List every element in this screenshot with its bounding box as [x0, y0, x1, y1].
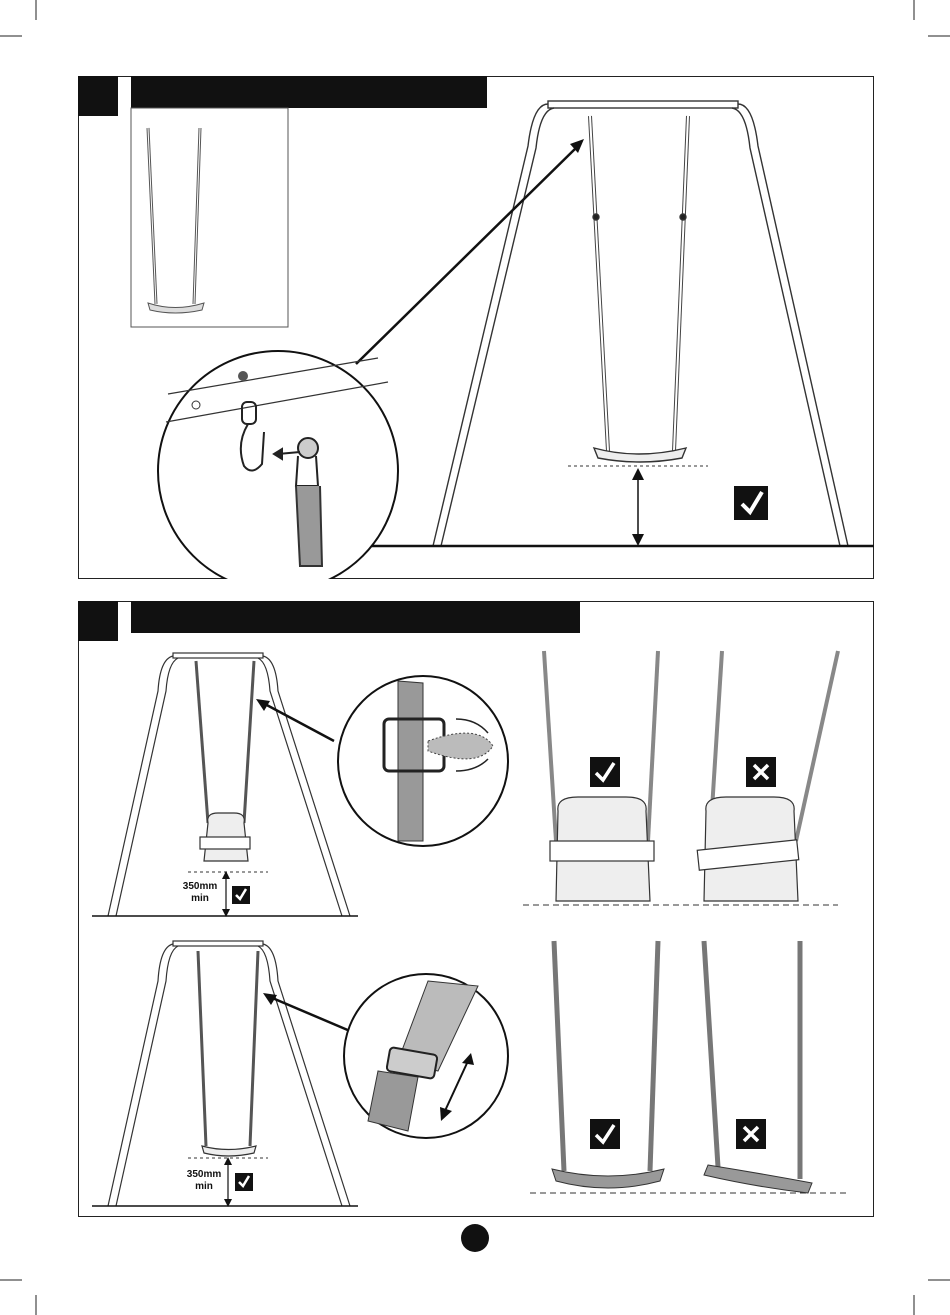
page-number-badge	[461, 1224, 489, 1252]
instruction-panel-1	[78, 76, 874, 579]
min-height-unit: min	[191, 893, 209, 904]
check-mark-icon	[590, 1119, 620, 1149]
strap-adjuster-icon	[344, 974, 508, 1138]
cross-mark-icon	[746, 757, 776, 787]
check-mark-icon	[235, 1173, 253, 1191]
instruction-panel-2	[78, 601, 874, 1217]
min-height-unit: min	[195, 1181, 213, 1192]
panel-1-illustration	[78, 76, 874, 579]
min-height-value: 350mm	[186, 1169, 222, 1180]
cross-mark-icon	[736, 1119, 766, 1149]
check-mark-icon	[590, 757, 620, 787]
min-height-label-bottom	[174, 1169, 234, 1193]
check-mark-icon	[232, 886, 250, 904]
frame-with-flat-seat-icon	[108, 941, 350, 1206]
strap-buckle-icon	[338, 676, 508, 846]
flat-seat-tilted-icon	[704, 941, 812, 1193]
min-height-value: 350mm	[182, 881, 218, 892]
check-mark-icon	[734, 486, 768, 520]
flat-swing-inset-icon	[131, 108, 288, 327]
flat-seat-icon	[552, 941, 664, 1188]
frame-with-baby-seat-icon	[108, 653, 350, 916]
min-height-label-top	[170, 881, 230, 905]
magnifier-circle-icon	[158, 351, 398, 579]
panel-2-illustration	[78, 601, 874, 1217]
